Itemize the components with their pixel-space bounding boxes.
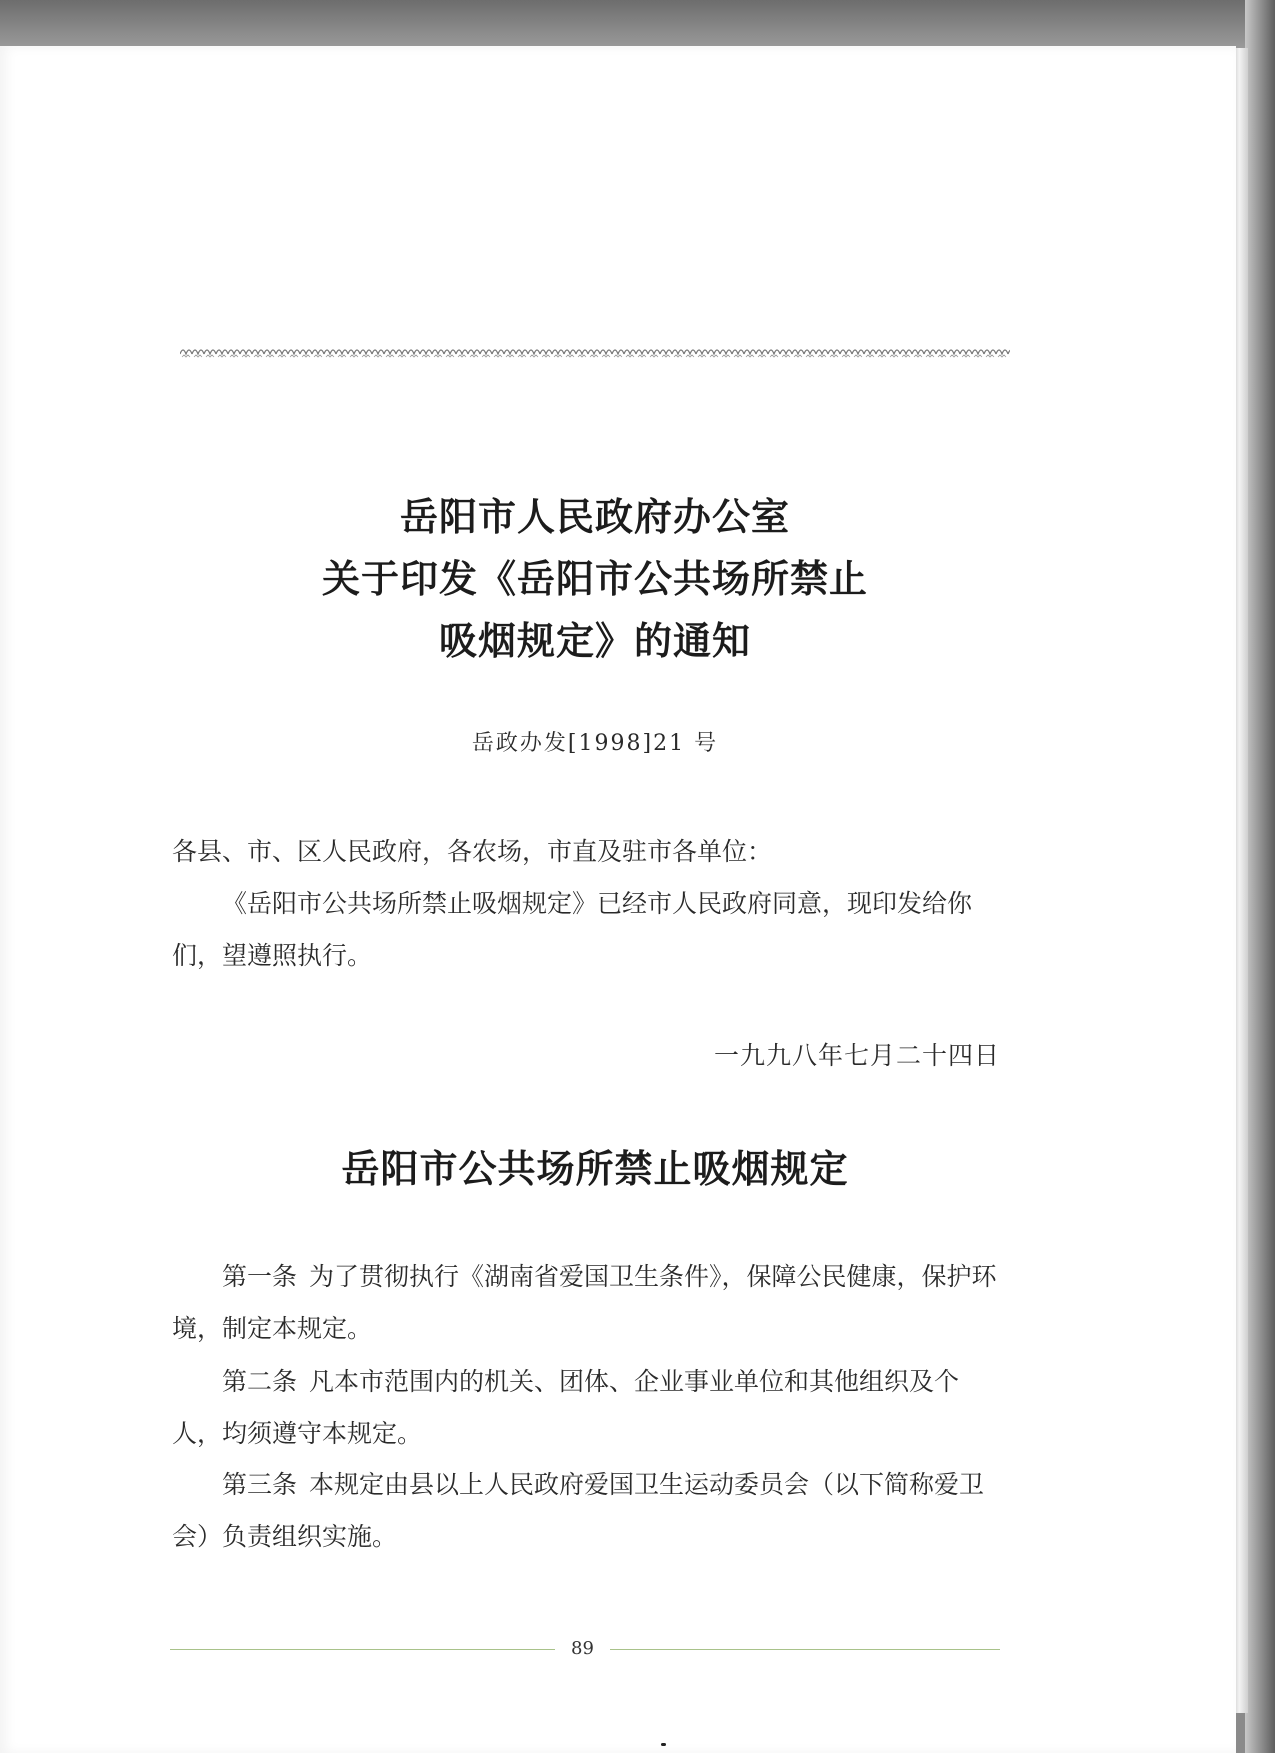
article-label: 第三条 bbox=[222, 1470, 298, 1499]
notice-body: 《岳阳市公共场所禁止吸烟规定》已经市人民政府同意，现印发给你们，望遵照执行。 bbox=[172, 889, 973, 970]
scanner-background-right bbox=[1245, 0, 1275, 1753]
addressee-line: 各县、市、区人民政府，各农场，市直及驻市各单位： bbox=[172, 837, 773, 866]
page-footer bbox=[170, 1634, 1000, 1664]
notice-title-line: 吸烟规定》的通知 bbox=[438, 618, 751, 663]
scanner-background-top bbox=[0, 0, 1275, 50]
notice-title bbox=[180, 486, 1010, 672]
regulation-title: 岳阳市公共场所禁止吸烟规定 bbox=[341, 1146, 849, 1191]
article-label: 第二条 bbox=[222, 1367, 298, 1396]
article-label: 第一条 bbox=[222, 1262, 298, 1291]
document-page bbox=[0, 46, 1236, 1753]
article-1 bbox=[172, 1251, 1004, 1355]
issue-date: 一九九八年七月二十四日 bbox=[713, 1041, 1000, 1070]
document-number: 岳政办发[1998]21 号 bbox=[471, 731, 719, 756]
footer-rule-right bbox=[610, 1649, 1000, 1650]
article-2 bbox=[172, 1356, 1004, 1460]
footer-rule-left bbox=[170, 1649, 555, 1650]
page-number: 89 bbox=[571, 1638, 594, 1659]
notice-title-line: 关于印发《岳阳市公共场所禁止 bbox=[321, 556, 868, 601]
scan-speck bbox=[661, 1743, 666, 1746]
article-text: 凡本市范围内的机关、团体、企业事业单位和其他组织及个人，均须遵守本规定。 bbox=[172, 1367, 960, 1448]
article-text: 为了贯彻执行《湖南省爱国卫生条件》，保障公民健康，保护环境，制定本规定。 bbox=[172, 1262, 997, 1343]
article-text: 本规定由县以上人民政府爱国卫生运动委员会（以下简称爱卫会）负责组织实施。 bbox=[172, 1470, 985, 1551]
ornamental-divider bbox=[180, 344, 1010, 360]
article-3 bbox=[172, 1459, 1004, 1563]
notice-title-line: 岳阳市人民政府办公室 bbox=[399, 494, 790, 539]
